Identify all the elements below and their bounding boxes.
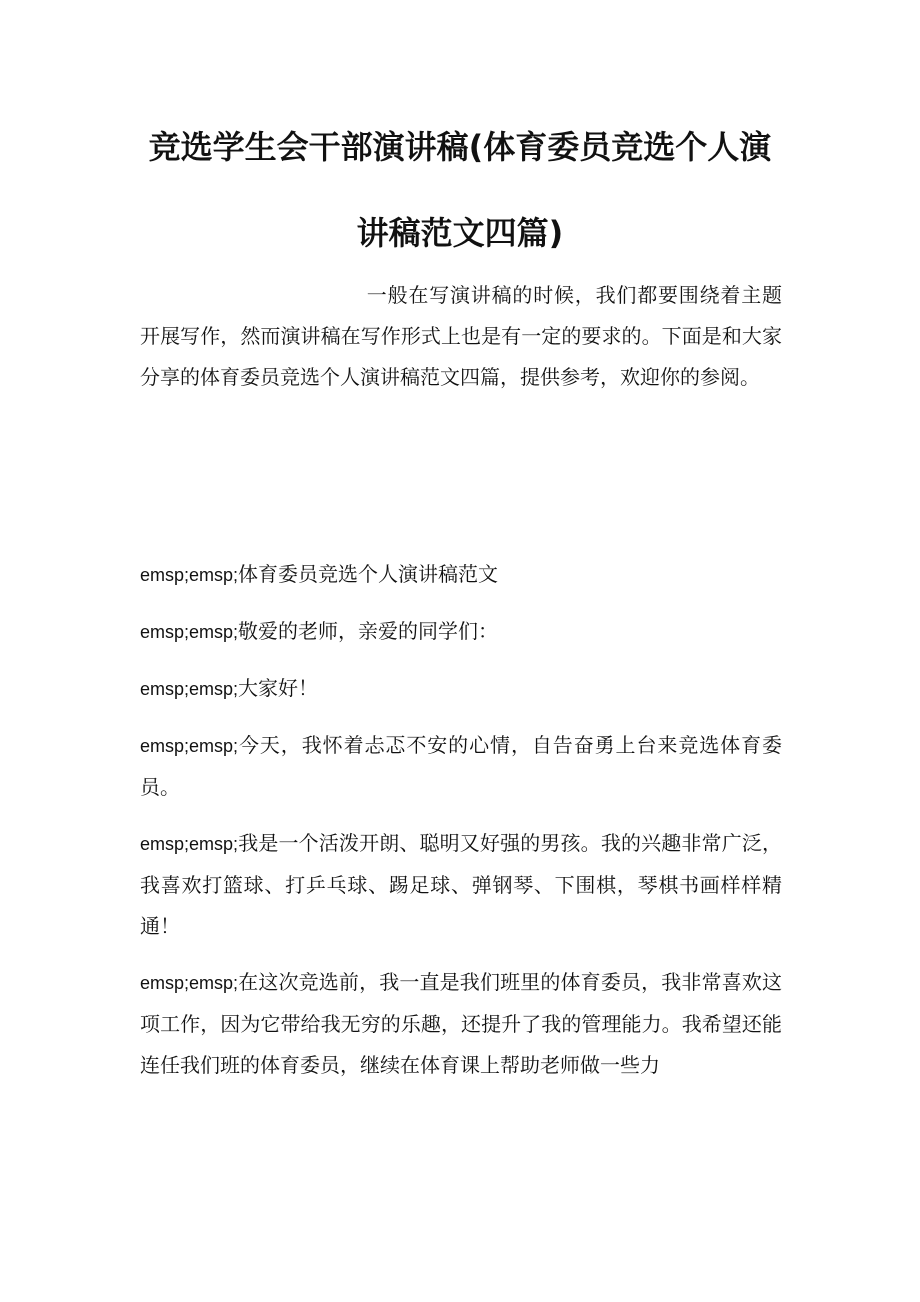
paragraph-text: 今天，我怀着忐忑不安的心情，自告奋勇上台来竞选体育委员。 <box>140 733 782 799</box>
paragraph-text: 在这次竞选前，我一直是我们班里的体育委员，我非常喜欢这项工作，因为它带给我无穷的乐趣，还提升了我的管理能力。我希望还能连任我们班的体育委员，继续在体育课上帮助老师做一些力 <box>140 970 782 1077</box>
paragraph-prefix: emsp;emsp; <box>140 973 239 993</box>
paragraph-text: 体育委员竞选个人演讲稿范文 <box>238 562 499 586</box>
body-paragraph <box>140 725 782 808</box>
body-paragraph <box>140 554 782 596</box>
paragraph-prefix: emsp;emsp; <box>140 565 239 585</box>
paragraph-prefix: emsp;emsp; <box>140 834 239 854</box>
paragraph-prefix: emsp;emsp; <box>140 736 239 756</box>
document-title: 竞选学生会干部演讲稿(体育委员竞选个人演讲稿范文四篇) <box>148 128 772 252</box>
body-paragraph <box>140 962 782 1086</box>
paragraph-prefix: emsp;emsp; <box>140 679 239 699</box>
body-paragraph <box>140 668 782 710</box>
paragraph-text: 我是一个活泼开朗、聪明又好强的男孩。我的兴趣非常广泛，我喜欢打篮球、打乒乓球、踢足球、弹钢琴、下围棋，琴棋书画样样精通！ <box>140 831 782 938</box>
paragraph-text: 敬爱的老师，亲爱的同学们： <box>238 619 499 643</box>
intro-text: 一般在写演讲稿的时候，我们都要围绕着主题开展写作，然而演讲稿在写作形式上也是有一定的要求的。下面是和大家分享的体育委员竞选个人演讲稿范文四篇，提供参考，欢迎你的参阅。 <box>140 283 782 389</box>
intro-paragraph <box>140 275 782 398</box>
paragraph-prefix: emsp;emsp; <box>140 622 239 642</box>
body-paragraph <box>140 823 782 947</box>
paragraph-text: 大家好！ <box>238 676 319 700</box>
body-paragraph <box>140 611 782 653</box>
document-body <box>140 554 782 1101</box>
